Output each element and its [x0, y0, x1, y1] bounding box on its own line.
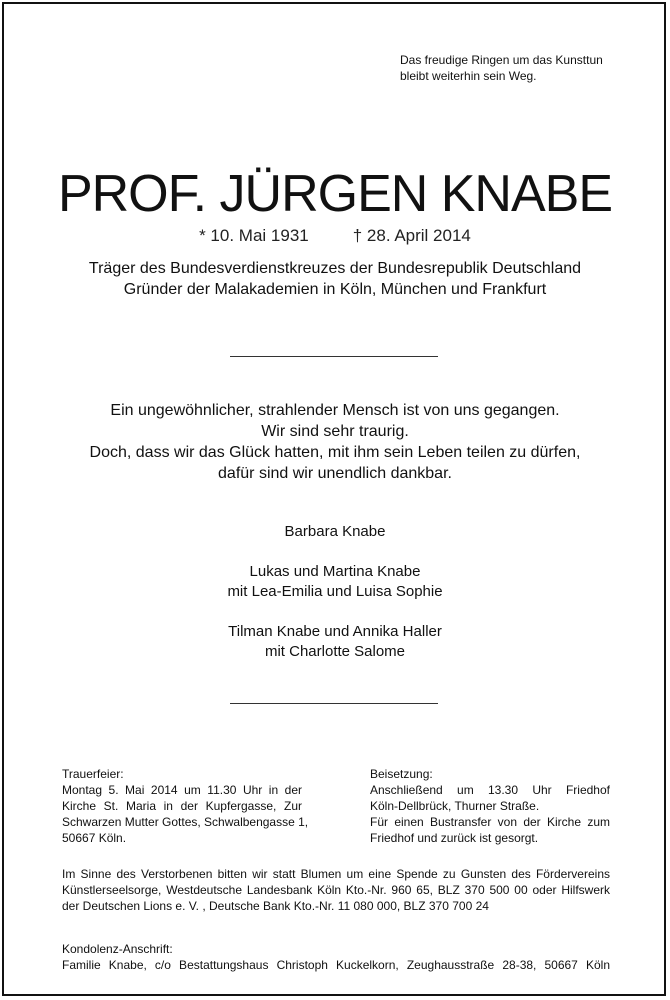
motto-line: bleibt weiterhin sein Weg. — [400, 69, 537, 83]
service-line: Schwarzen Mutter Gottes, Schwalbengasse 1, — [62, 815, 309, 829]
section-heading: Beisetzung: — [370, 767, 433, 781]
donation-block — [62, 866, 610, 914]
notice-border — [2, 2, 666, 996]
condolence-address: Familie Knabe, c/o Bestattungshaus Christoph Kuckelkorn, Zeughausstraße 28-38, 50667 Köln — [62, 958, 610, 972]
honor-line: Gründer der Malakademien in Köln, München und Frankfurt — [123, 281, 547, 298]
divider-top — [230, 356, 438, 357]
life-dates — [0, 225, 670, 247]
donation-line: der Deutschen Lions e. V. , Deutsche Bank Kto.-Nr. 11 080 000, BLZ 370 700 24 — [62, 899, 489, 913]
service-line: 50667 Köln. — [62, 831, 127, 845]
funeral-service-block — [62, 766, 309, 846]
motto-quote — [400, 52, 650, 84]
message-line: Wir sind sehr traurig. — [261, 423, 409, 440]
message-line: dafür sind wir unendlich dankbar. — [218, 465, 452, 482]
message-line: Doch, dass wir das Glück hatten, mit ihm sein Leben teilen zu dürfen, — [89, 444, 581, 461]
section-heading: Trauerfeier: — [62, 767, 124, 781]
family-line: mit Charlotte Salome — [264, 643, 406, 660]
burial-line: Für einen Bustransfer von der Kirche zum — [370, 815, 610, 829]
burial-line: Köln-Dellbrück, Thurner Straße. — [370, 799, 540, 813]
service-line: Kirche St. Maria in der Kupfergasse, Zur — [62, 799, 302, 813]
birth-date: * 10. Mai 1931 — [199, 226, 309, 245]
family-line: mit Lea-Emilia und Luisa Sophie — [227, 583, 443, 600]
family-line: Tilman Knabe und Annika Haller — [228, 623, 442, 640]
death-date: † 28. April 2014 — [352, 226, 471, 245]
family-group-1 — [0, 522, 670, 542]
burial-line: Friedhof und zurück ist gesorgt. — [370, 831, 539, 845]
burial-line: Anschließend um 13.30 Uhr Friedhof — [370, 783, 610, 797]
family-line: Lukas und Martina Knabe — [249, 563, 421, 580]
motto-line: Das freudige Ringen um das Kunsttun — [400, 53, 603, 67]
burial-block — [370, 766, 610, 846]
divider-bottom — [230, 703, 438, 704]
family-group-3 — [0, 622, 670, 662]
donation-line: Künstlerseelsorge, Westdeutsche Landesbank Köln Kto.-Nr. 960 65, BLZ 370 500 00 oder Hilfswerk — [62, 883, 610, 897]
deceased-name: PROF. JÜRGEN KNABE — [57, 165, 613, 223]
family-line: Barbara Knabe — [284, 523, 386, 540]
mourning-message — [0, 400, 670, 484]
donation-line: Im Sinne des Verstorbenen bitten wir statt Blumen um eine Spende zu Gunsten des Fördervereins — [62, 867, 610, 881]
section-heading: Kondolenz-Anschrift: — [62, 942, 173, 956]
service-line: Montag 5. Mai 2014 um 11.30 Uhr in der — [62, 783, 302, 797]
condolence-block — [62, 941, 610, 973]
message-line: Ein ungewöhnlicher, strahlender Mensch ist von uns gegangen. — [110, 402, 560, 419]
honors-block — [0, 258, 670, 300]
honor-line: Träger des Bundesverdienstkreuzes der Bundesrepublik Deutschland — [88, 260, 582, 277]
family-group-2 — [0, 562, 670, 602]
